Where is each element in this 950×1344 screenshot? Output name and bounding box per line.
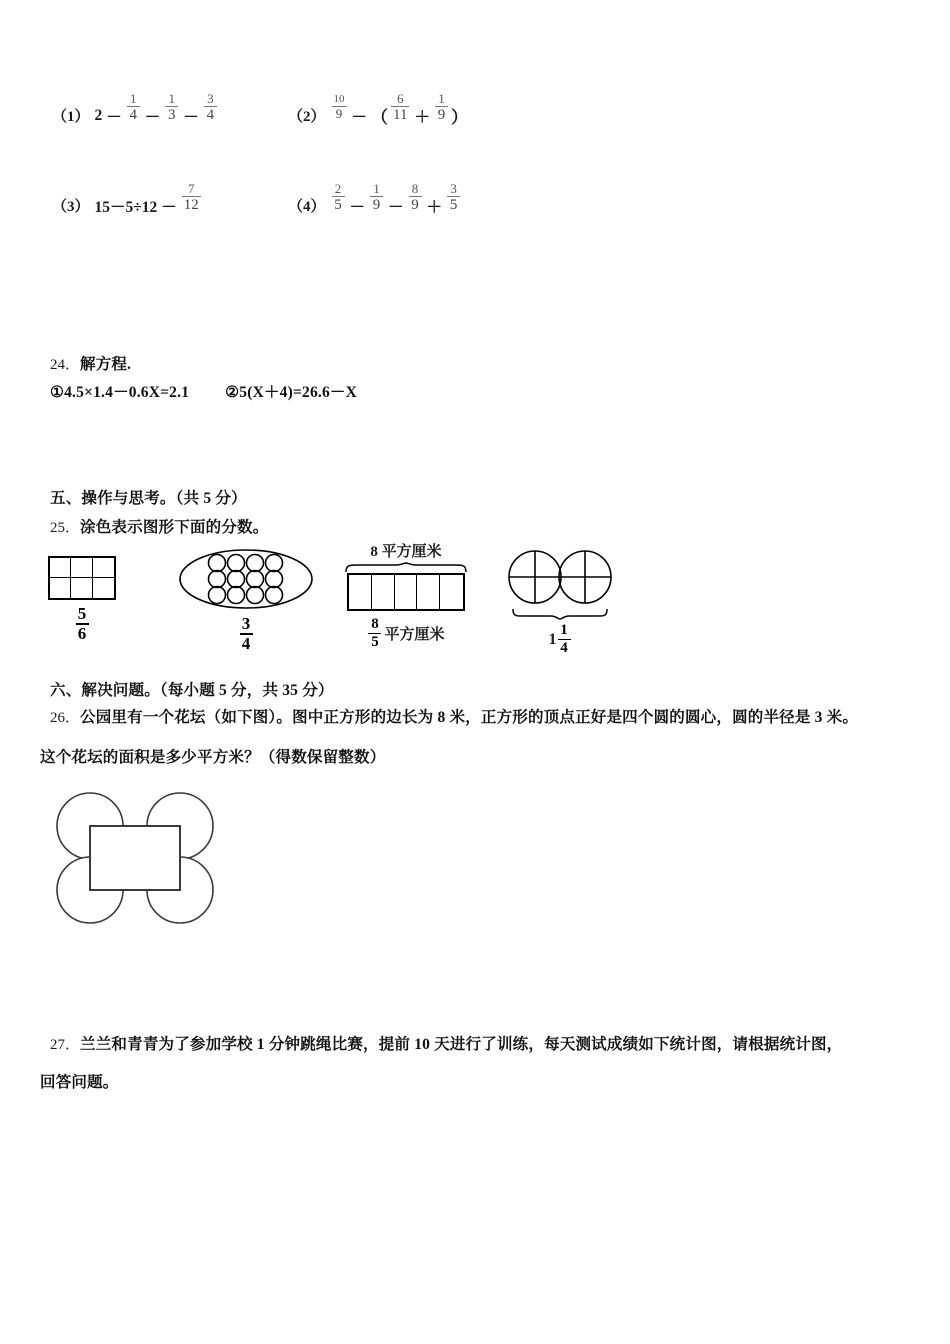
q27-text-1: 兰兰和青青为了参加学校 1 分钟跳绳比赛，提前 10 天进行了训练，每天测试成绩如下统计图，请根据统计图，: [80, 1036, 843, 1053]
denominator: 4: [206, 106, 215, 123]
figure-ellipse-circles: [176, 548, 316, 654]
fraction-5-6: [76, 605, 89, 644]
q26-number: 26．: [50, 710, 81, 726]
q27-line-2: [40, 1070, 119, 1092]
calc-index-4: （4）: [288, 199, 326, 216]
strip-top-label: 8 平方厘米: [370, 544, 442, 560]
denominator: 4: [560, 640, 568, 657]
term-int: 2: [94, 106, 103, 124]
figure-two-circles: [502, 548, 618, 657]
figure-2-caption: [176, 615, 316, 654]
grid-cell[interactable]: [71, 578, 92, 598]
operator-plus: ＋: [414, 108, 430, 126]
two-circles-quarters-svg: [507, 548, 613, 606]
q26-line-1: [50, 705, 858, 727]
grid-cell[interactable]: [50, 558, 71, 578]
numerator: 1: [438, 91, 445, 106]
strip-unit-text: 平方厘米: [384, 627, 445, 644]
calc-index-3: （3）: [52, 199, 90, 216]
grid-cell[interactable]: [71, 558, 92, 578]
operator-minus: －: [388, 198, 404, 216]
denominator: 3: [168, 106, 176, 123]
brace-bottom-icon: [510, 608, 610, 620]
q24-number: 24．: [50, 357, 81, 373]
numerator: 8: [371, 616, 379, 632]
numerator: 2: [334, 181, 342, 196]
q24-equation-1: ①4.5×1.4－0.6X=2.1: [50, 384, 190, 401]
numerator: 8: [411, 181, 419, 196]
q27-line-1: [50, 1032, 842, 1054]
grid-6-cells: [48, 556, 116, 600]
numerator: 10: [333, 93, 345, 106]
numerator: 6: [397, 91, 404, 106]
strip-cell[interactable]: [417, 575, 440, 609]
q27-text-2: 回答问题。: [40, 1074, 119, 1091]
denominator: 4: [241, 633, 251, 653]
operator-minus: －: [183, 108, 199, 126]
numerator: 5: [77, 604, 87, 623]
figure-4-caption: [502, 623, 618, 657]
denominator: 9: [411, 196, 419, 213]
grid-cell[interactable]: [93, 578, 114, 598]
numerator: 1: [560, 622, 568, 638]
calc-index-1: （1）: [52, 109, 90, 126]
denominator: 12: [183, 196, 199, 213]
figure-1-caption: [46, 605, 118, 644]
q24-title: 解方程.: [80, 356, 132, 373]
section6-heading: [50, 678, 334, 700]
term-int: 15－5÷12: [94, 198, 158, 216]
operator-minus: －: [144, 108, 161, 126]
numerator: 3: [207, 91, 214, 106]
numerator: 1: [168, 91, 176, 106]
fraction-3-4: [240, 615, 253, 654]
numerator: 3: [241, 614, 251, 633]
denominator: 4: [129, 106, 138, 123]
denominator: 11: [393, 106, 408, 123]
numerator: 3: [450, 181, 457, 196]
section5-title: 五、操作与思考。（共 5 分）: [50, 490, 247, 507]
mixed-whole: 1: [548, 630, 557, 648]
calc-index-2: （2）: [288, 109, 326, 126]
strip-cell[interactable]: [440, 575, 463, 609]
figure-grid-6: [46, 556, 118, 644]
flower-bed-figure: [52, 782, 232, 937]
q25-title: 涂色表示图形下面的分数。: [80, 519, 269, 536]
ellipse-12-circles-svg: [176, 548, 316, 610]
strip-cell[interactable]: [349, 575, 372, 609]
q26-text-2: 这个花坛的面积是多少平方米？（得数保留整数）: [40, 749, 386, 766]
denominator: 9: [437, 106, 446, 123]
denominator: 9: [335, 105, 343, 121]
q24-equation-2: ②5(X＋4)=26.6－X: [225, 384, 358, 401]
q26-text-1: 公园里有一个花坛（如下图）。图中正方形的边长为 8 米，正方形的顶点正好是四个圆的圆心，圆的半径是 3 米。: [80, 709, 859, 726]
flower-bed-svg: [52, 782, 232, 932]
numerator: 7: [188, 181, 195, 196]
fraction-8-5: [368, 617, 381, 651]
operator-minus: －: [106, 108, 122, 126]
fraction-1-4: [558, 623, 571, 657]
denominator: 6: [77, 623, 87, 643]
strip-cell[interactable]: [372, 575, 395, 609]
operator-minus: －: [351, 108, 368, 126]
q26-line-2: [40, 745, 385, 767]
operator-minus: －: [349, 198, 366, 216]
denominator: 5: [334, 196, 342, 213]
strip-cell[interactable]: [395, 575, 418, 609]
grid-cell[interactable]: [50, 578, 71, 598]
strip-bottom-label: [336, 617, 476, 651]
operator-minus: －: [161, 198, 177, 216]
q25-number: 25．: [50, 520, 81, 536]
operator-plus: ＋: [426, 198, 443, 216]
section6-title: 六、解决问题。（每小题 5 分，共 35 分）: [50, 682, 334, 699]
brace-top-icon: [344, 562, 468, 573]
flower-bed-square: [90, 826, 180, 890]
grid-cell[interactable]: [93, 558, 114, 578]
strip-5-cells: [347, 573, 465, 611]
denominator: 5: [371, 634, 379, 651]
figure-strip-5: [336, 540, 476, 651]
numerator: 1: [130, 91, 137, 106]
q27-number: 27．: [50, 1037, 81, 1053]
paren-open: （: [371, 108, 389, 128]
denominator: 9: [372, 196, 381, 213]
numerator: 1: [373, 181, 380, 196]
paren-close: ）: [451, 108, 468, 128]
denominator: 5: [449, 196, 458, 213]
